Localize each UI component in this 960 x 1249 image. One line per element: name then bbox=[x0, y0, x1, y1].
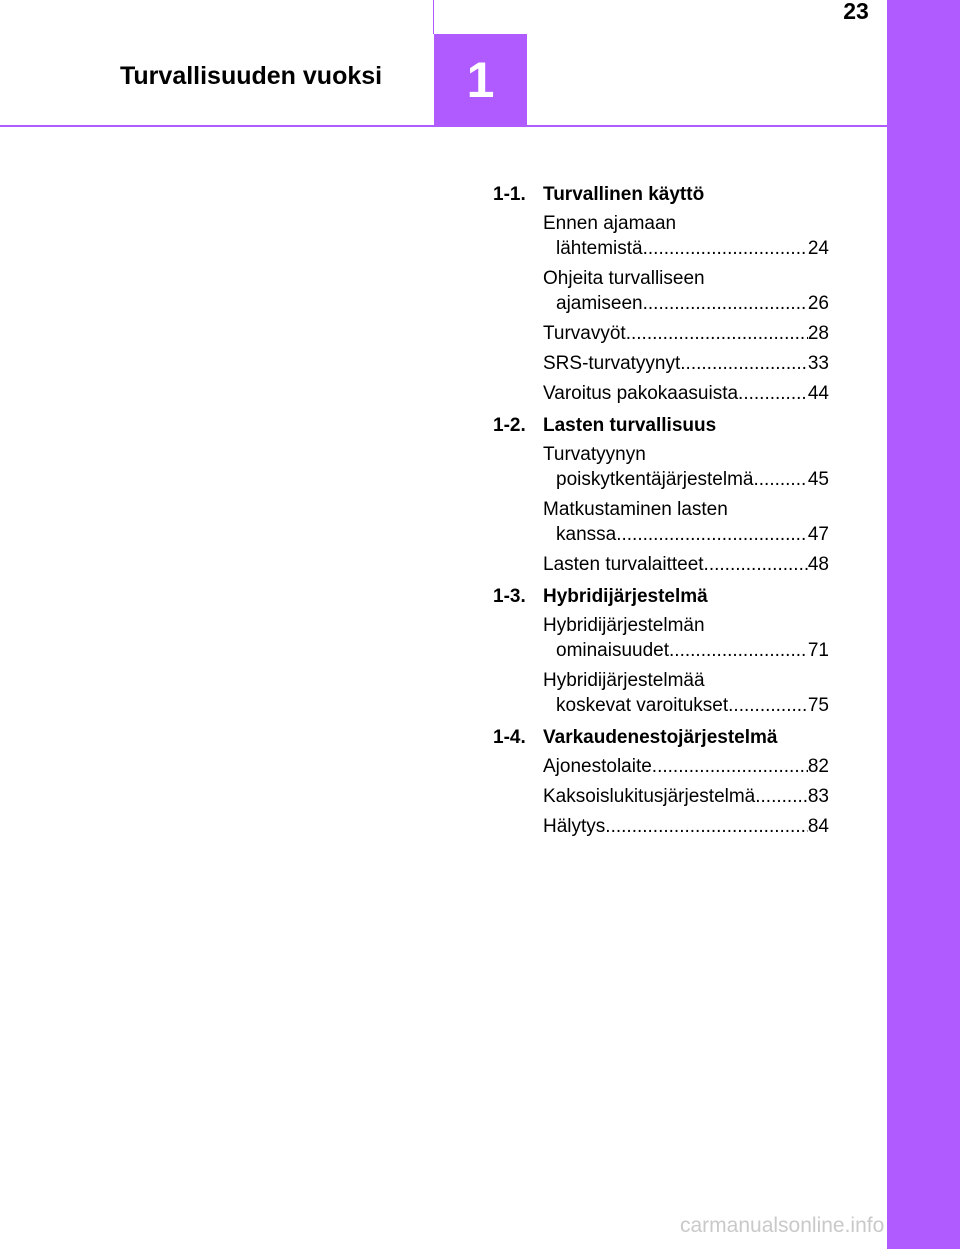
entry-title: lähtemistä bbox=[556, 238, 643, 259]
entry-title: poiskytkentäjärjestelmä bbox=[556, 469, 754, 490]
toc-entry[interactable] bbox=[543, 497, 829, 547]
entry-title-line: Turvatyynyn bbox=[543, 444, 646, 465]
entry-title: kanssa bbox=[556, 524, 617, 545]
entry-page-number: 83 bbox=[807, 786, 829, 807]
toc-entry[interactable] bbox=[543, 552, 829, 577]
entry-title: Hälytys bbox=[543, 816, 606, 837]
toc-entry[interactable] bbox=[543, 442, 829, 492]
entry-page-number: 45 bbox=[807, 469, 829, 490]
section-title: Varkaudenestojärjestelmä bbox=[543, 727, 778, 748]
dot-leader bbox=[643, 291, 808, 316]
entry-page-number: 48 bbox=[807, 554, 829, 575]
entry-title: Lasten turvalaitteet bbox=[543, 554, 704, 575]
toc-entry[interactable] bbox=[543, 381, 829, 406]
toc-section-heading[interactable] bbox=[493, 582, 829, 612]
entry-page-number: 82 bbox=[807, 756, 829, 777]
entry-page-number: 71 bbox=[807, 640, 829, 661]
section-title: Turvallinen käyttö bbox=[543, 184, 705, 205]
dot-leader bbox=[753, 467, 807, 492]
toc-section-heading[interactable] bbox=[493, 411, 829, 441]
entry-title: koskevat varoitukset bbox=[556, 695, 729, 716]
toc-entry[interactable] bbox=[543, 266, 829, 316]
toc-entry[interactable] bbox=[543, 211, 829, 261]
section-number: 1-1. bbox=[493, 184, 526, 205]
dot-leader bbox=[680, 351, 808, 376]
toc-entry[interactable] bbox=[543, 814, 829, 839]
chapter-title: Turvallisuuden vuoksi bbox=[120, 62, 383, 90]
dot-leader bbox=[605, 814, 808, 839]
dot-leader bbox=[704, 552, 808, 577]
entry-title-line: Ohjeita turvalliseen bbox=[543, 268, 705, 289]
entry-page-number: 44 bbox=[807, 383, 829, 404]
table-of-contents bbox=[493, 180, 829, 844]
entry-title-line: Hybridijärjestelmää bbox=[543, 670, 705, 691]
entry-title: SRS-turvatyynyt bbox=[543, 353, 681, 374]
entry-page-number: 33 bbox=[807, 353, 829, 374]
entry-title: ajamiseen bbox=[556, 293, 643, 314]
toc-entry[interactable] bbox=[543, 321, 829, 346]
dot-leader bbox=[616, 522, 808, 547]
dot-leader bbox=[643, 236, 808, 261]
entry-page-number: 28 bbox=[807, 323, 829, 344]
dot-leader bbox=[652, 754, 808, 779]
dot-leader bbox=[669, 638, 808, 663]
toc-entry[interactable] bbox=[543, 754, 829, 779]
entry-page-number: 24 bbox=[807, 238, 829, 259]
dot-leader bbox=[738, 381, 808, 406]
entry-page-number: 47 bbox=[807, 524, 829, 545]
section-title: Lasten turvallisuus bbox=[543, 415, 717, 436]
toc-entry[interactable] bbox=[543, 351, 829, 376]
toc-entry[interactable] bbox=[543, 784, 829, 809]
dot-leader bbox=[626, 321, 808, 346]
entry-title-line: Hybridijärjestelmän bbox=[543, 615, 705, 636]
watermark: carmanualsonline.info bbox=[680, 1214, 885, 1237]
entry-title: Kaksoislukitusjärjestelmä bbox=[543, 786, 756, 807]
section-number: 1-2. bbox=[493, 415, 526, 436]
toc-section-heading[interactable] bbox=[493, 723, 829, 753]
section-number: 1-3. bbox=[493, 586, 526, 607]
entry-title-line: Ennen ajamaan bbox=[543, 213, 677, 234]
toc-entry[interactable] bbox=[543, 668, 829, 718]
entry-title: Turvavyöt bbox=[543, 323, 626, 344]
dot-leader bbox=[755, 784, 808, 809]
section-title: Hybridijärjestelmä bbox=[543, 586, 708, 607]
entry-title: Varoitus pakokaasuista bbox=[543, 383, 739, 404]
entry-page-number: 84 bbox=[807, 816, 829, 837]
dot-leader bbox=[728, 693, 808, 718]
entry-page-number: 75 bbox=[807, 695, 829, 716]
section-number: 1-4. bbox=[493, 727, 526, 748]
toc-section-heading[interactable] bbox=[493, 180, 829, 210]
entry-page-number: 26 bbox=[807, 293, 829, 314]
toc-entry[interactable] bbox=[543, 613, 829, 663]
chapter-number-box: 1 bbox=[434, 34, 527, 126]
header-divider bbox=[433, 0, 434, 34]
entry-title: ominaisuudet bbox=[556, 640, 670, 661]
entry-title: Ajonestolaite bbox=[543, 756, 652, 777]
chapter-side-tab bbox=[887, 0, 960, 1249]
page-number: 23 bbox=[843, 0, 869, 24]
entry-title-line: Matkustaminen lasten bbox=[543, 499, 728, 520]
